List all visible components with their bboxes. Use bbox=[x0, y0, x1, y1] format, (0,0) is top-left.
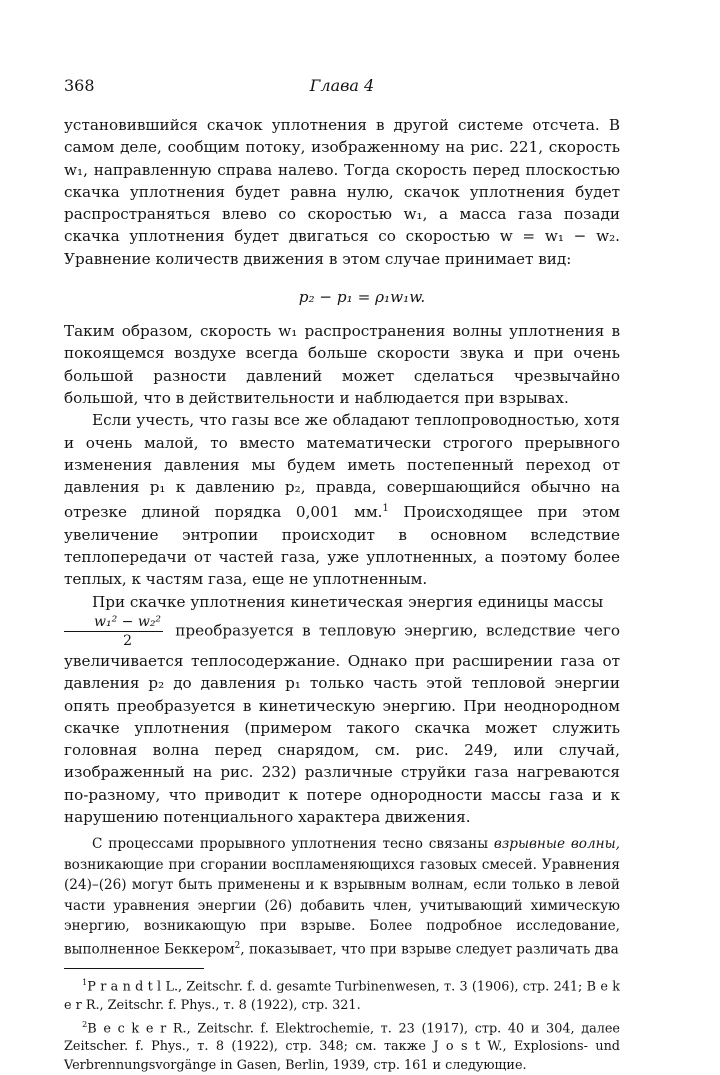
footnote-1 bbox=[64, 973, 620, 1015]
paragraph-5-text-c: , показывает, что при взрыве следует различать два bbox=[240, 941, 619, 958]
paragraph-4-text-b: преобразуется в тепловую энергию, вследствие чего увеличивается теплосодержание. Однако при расширении газа от давления p₂ до давления p₁ только часть этой тепловой энергии опять преобразуется в кинетическую энергию. При неоднородном скачке уплотнения (примером такого скачка может служить головная волна перед снарядом, см. рис. 249, или случай, изображенный на рис. 232) различные струйки газа нагреваются по-разному, что приводит к потере однородности массы газа и к нарушению потенциального характера движения. bbox=[64, 621, 620, 827]
footnote-1-text: P r a n d t l L., Zeitschr. f. d. gesamte Turbinenwesen, т. 3 (1906), стр. 241; B e k e r R., Zeitschr. f. Phys., т. 8 (1922), стр. 321. bbox=[64, 979, 620, 1013]
paragraph-4 bbox=[64, 591, 620, 829]
paragraph-3 bbox=[64, 409, 620, 590]
paragraph-3-text-a: Если учесть, что газы все же обладают теплопроводностью, хотя и очень малой, то вместо математически строгого прерывного изменения давления мы будем иметь постепенный переход от давления p₁ к давлению p₂, правда, совершающийся обычно на отрезке длиной порядка 0,001 мм. bbox=[64, 411, 620, 522]
fraction-numerator: w₁² − w₂² bbox=[64, 613, 163, 632]
footnote-rule bbox=[64, 968, 204, 969]
page-number: 368 bbox=[64, 76, 95, 95]
paragraph-5-emphasis: взрывные волны, bbox=[493, 836, 620, 853]
footnote-ref-1: 1 bbox=[382, 503, 389, 515]
footnote-2 bbox=[64, 1015, 620, 1075]
paragraph-4-text-a: При скачке уплотнения кинетическая энергия единицы массы bbox=[92, 592, 604, 611]
footnote-ref-2: 2 bbox=[234, 941, 241, 952]
paragraph-5-text-b: возникающие при сгорании воспламеняющихся газовых смесей. Уравнения (24)–(26) могут быть применены и к взрывным волнам, если только в левой части уравнения энергии (26) добавить член, учитывающий химическую энергию, возникающую при взрыве. Более подробное исследование, выполненное Беккером bbox=[64, 856, 620, 958]
footnote-1-mark: 1 bbox=[82, 977, 88, 988]
footnote-2-text: B e c k e r R., Zeitschr. f. Elektrochemie, т. 23 (1917), стр. 40 и 304, далее Zeitscher. f. Phys., т. 8 (1922), стр. 348; см. также J o s t W., Explosions- und Verbrennungsvorgänge in Gasen, Berlin, 1939, стр. 161 и следующие. bbox=[64, 1021, 620, 1073]
body-text bbox=[64, 114, 620, 1075]
kinetic-energy-fraction bbox=[64, 613, 163, 650]
momentum-equation: p₂ − p₁ = ρ₁w₁w. bbox=[298, 288, 426, 307]
page-header bbox=[64, 76, 620, 100]
paragraph-1: установившийся скачок уплотнения в другой системе отсчета. В самом деле, сообщим потоку, изображенному на рис. 221, скорость w₁, направленную справа налево. Тогда скорость перед плоскостью скачка уплотнения будет равна нулю, скачок уплотнения будет распространяться влево со скоростью w₁, а масса газа позади скачка уплотнения будет двигаться со скоростью w = w₁ − w₂. Уравнение количеств движения в этом случае принимает вид: bbox=[64, 116, 620, 268]
fraction-denominator: 2 bbox=[123, 633, 132, 649]
paragraph-2: Таким образом, скорость w₁ распространения волны уплотнения в покоящемся воздухе всегда больше скорости звука и при очень большой разности давлений может сделаться чрезвычайно большой, что в действительности и наблюдается при взрывах. bbox=[64, 322, 620, 407]
running-title: Глава 4 bbox=[309, 76, 375, 95]
paragraph-5 bbox=[64, 834, 620, 960]
footnote-2-mark: 2 bbox=[82, 1019, 88, 1030]
paragraph-3-text-b: Происходящее при этом увеличение энтропии происходит в основном вследствие теплопередачи от частей газа, уже уплотненных, а поэтому более теплых, к частям газа, еще не уплотненным. bbox=[64, 503, 620, 589]
paragraph-5-text-a: С процессами прорывного уплотнения тесно связаны bbox=[92, 836, 494, 853]
